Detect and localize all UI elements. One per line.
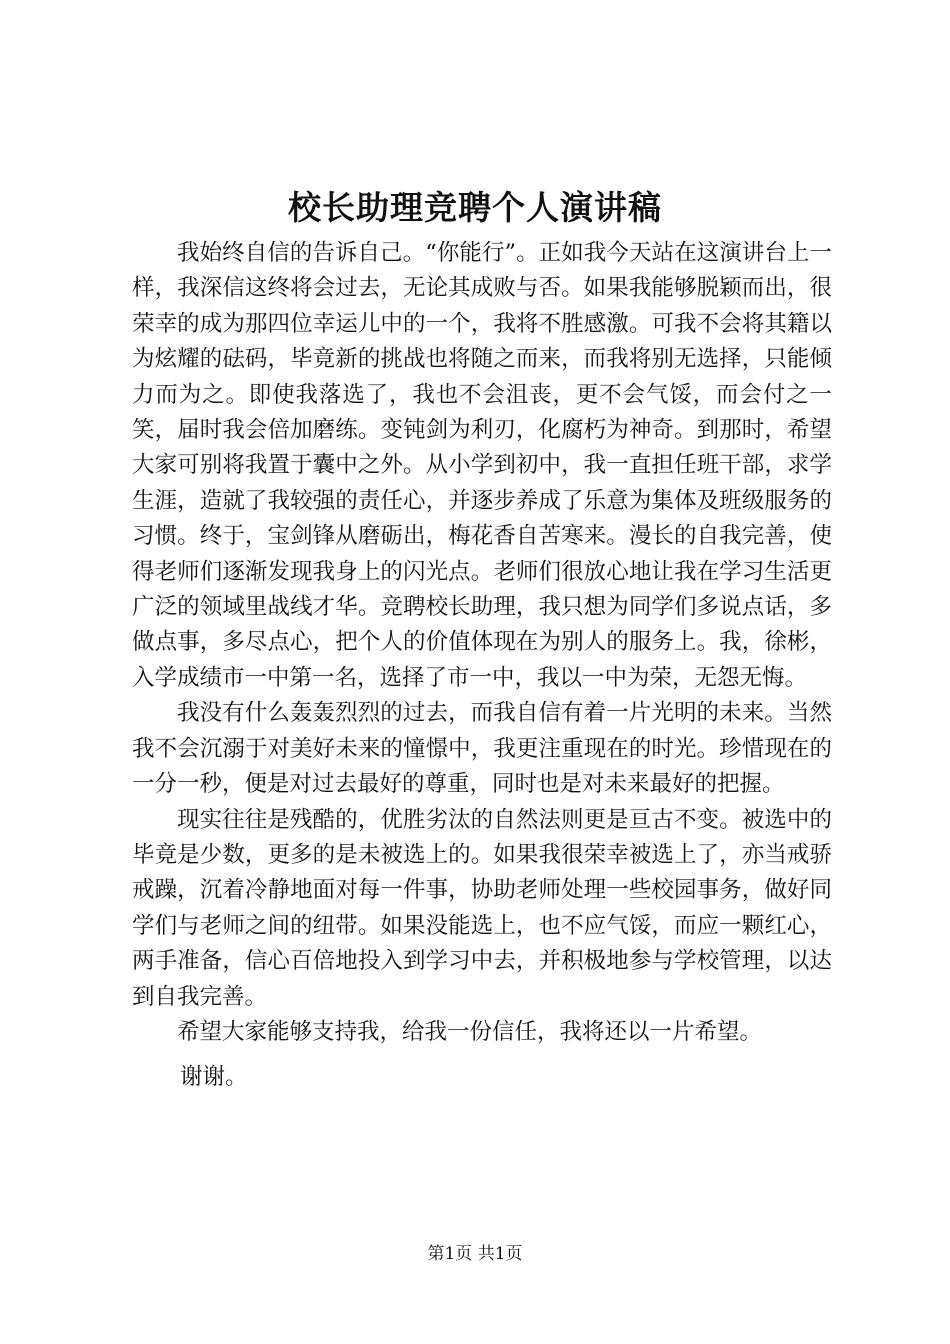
- paragraph-2: 我没有什么轰轰烈烈的过去，而我自信有着一片光明的未来。当然我不会沉溺于对美好未来的憧憬中，我更注重现在的时光。珍惜现在的一分一秒，便是对过去最好的尊重，同时也是对未来最好的把握。: [132, 700, 832, 798]
- paragraph-3: 现实往往是残酷的，优胜劣汰的自然法则更是亘古不变。被选中的毕竟是少数，更多的是未被选上的。如果我很荣幸被选上了，亦当戒骄戒躁，沉着冷静地面对每一件事，协助老师处理一些校园事务，做好同学们与老师之间的纽带。如果没能选上，也不应气馁，而应一颗红心，两手准备，信心百倍地投入到学习中去，并积极地参与学校管理，以达到自我完善。: [132, 806, 832, 1010]
- document-title: 校长助理竞聘个人演讲稿: [288, 188, 662, 227]
- closing-text: 谢谢。: [180, 1064, 248, 1090]
- paragraph-1: 我始终自信的告诉自己。“你能行”。正如我今天站在这演讲台上一样，我深信这终将会过去，无论其成败与否。如果我能够脱颖而出，很荣幸的成为那四位幸运儿中的一个，我将不胜感激。可我不会将其籍以为炫耀的砝码，毕竟新的挑战也将随之而来，而我将别无选择，只能倾力而为之。即使我落选了，我也不会沮丧，更不会气馁，而会付之一笑，届时我会倍加磨练。变钝剑为利刃，化腐朽为神奇。到那时，希望大家可别将我置于囊中之外。从小学到初中，我一直担任班干部，求学生涯，造就了我较强的责任心，并逐步养成了乐意为集体及班级服务的习惯。终于，宝剑锋从磨砺出，梅花香自苦寒来。漫长的自我完善，使得老师们逐渐发现我身上的闪光点。老师们很放心地让我在学习生活更广泛的领域里战线才华。竞聘校长助理，我只想为同学们多说点话，多做点事，多尽点心，把个人的价值体现在为别人的服务上。我，徐彬，入学成绩市一中第一名，选择了市一中，我以一中为荣，无怨无悔。: [132, 240, 832, 691]
- page-footer: 第1页 共1页: [427, 1244, 523, 1264]
- document-body: [132, 236, 832, 1050]
- paragraph-4: 希望大家能够支持我，给我一份信任，我将还以一片希望。: [177, 1018, 763, 1045]
